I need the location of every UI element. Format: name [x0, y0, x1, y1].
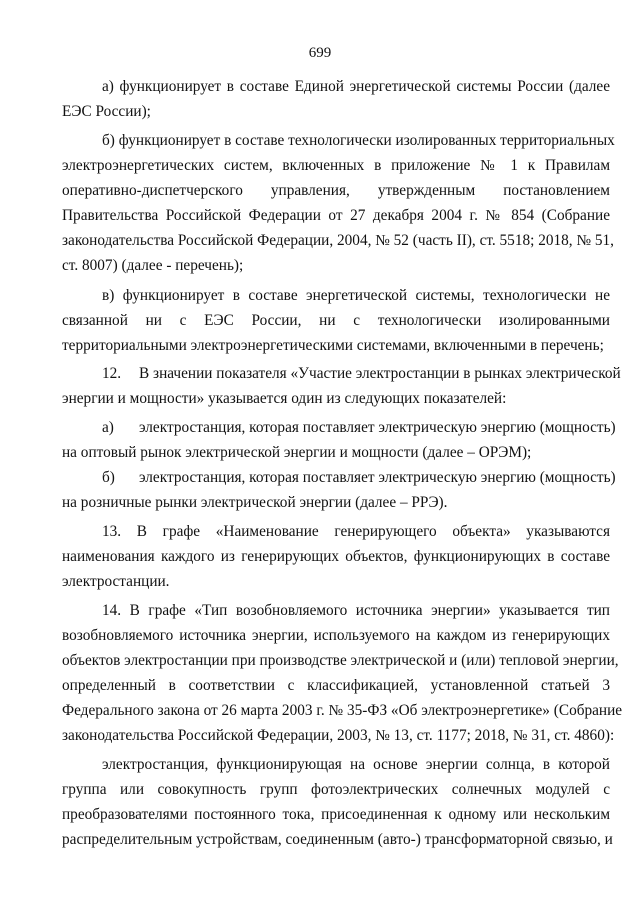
text-line: 13. В графе «Наименование генерирующего объекта» указываются [102, 523, 610, 540]
page-number: 699 [308, 45, 332, 61]
item-letter: б) [102, 469, 115, 486]
text-line: законодательства Российской Федерации, 2003, № 13, ст. 1177; 2018, № 31, ст. 4860): [62, 727, 615, 744]
text-line: связанной ни с ЕЭС России, ни с технологически изолированными [62, 312, 610, 329]
text-line: наименования каждого из генерирующих объектов, функционирующих в составе [62, 548, 610, 565]
text-line: возобновляемого источника энергии, используемого на каждом из генерирующих [62, 627, 610, 644]
text-line: группа или совокупность групп фотоэлектрических солнечных модулей с [62, 781, 610, 798]
text-line: территориальными электроэнергетическими системами, включенными в перечень; [62, 337, 604, 354]
text-line: ЕЭС России); [62, 103, 151, 120]
text-line: объектов электростанции при производстве электрической и (или) тепловой энергии, [62, 652, 619, 669]
text-line: Правительства Российской Федерации от 27 декабря 2004 г. № 854 (Собрание [62, 207, 610, 224]
text-line: на оптовый рынок электрической энергии и мощности (далее – ОРЭМ); [62, 444, 532, 461]
text-line: В значении показателя «Участие электростанции в рынках электрической [139, 365, 621, 382]
text-line: 14. В графе «Тип возобновляемого источника энергии» указывается тип [102, 602, 610, 619]
text-line: электроэнергетических систем, включенных в приложение № 1 к Правилам [62, 157, 610, 174]
text-line: определенный в соответствии с классификацией, установленной статьей 3 [62, 677, 610, 694]
text-line: электростанции. [62, 573, 170, 590]
text-line: а) функционирует в составе Единой энергетической системы России (далее [102, 78, 610, 95]
item-letter: а) [102, 419, 114, 436]
text-line: электростанция, функционирующая на основе энергии солнца, в которой [102, 756, 610, 773]
text-line: электростанция, которая поставляет электрическую энергию (мощность) [139, 419, 616, 436]
text-line: преобразователями постоянного тока, присоединенная к одному или нескольким [62, 806, 610, 823]
text-line: энергии и мощности» указывается один из следующих показателей: [62, 390, 507, 407]
text-line: распределительным устройствам, соединенным (авто-) трансформаторной связью, и [62, 831, 613, 848]
text-line: на розничные рынки электрической энергии (далее – РРЭ). [62, 494, 448, 511]
text-line: б) функционирует в составе технологически изолированных территориальных [102, 132, 615, 149]
text-line: электростанция, которая поставляет электрическую энергию (мощность) [139, 469, 616, 486]
text-line: в) функционирует в составе энергетической системы, технологически не [102, 287, 610, 304]
item-number: 12. [102, 365, 122, 382]
text-line: оперативно-диспетчерского управления, утвержденным постановлением [62, 182, 610, 199]
text-line: законодательства Российской Федерации, 2004, № 52 (часть II), ст. 5518; 2018, № 51, [62, 232, 614, 249]
text-line: Федерального закона от 26 марта 2003 г. № 35-ФЗ «Об электроэнергетике» (Собрание [62, 702, 623, 719]
text-line: ст. 8007) (далее - перечень); [62, 257, 244, 274]
